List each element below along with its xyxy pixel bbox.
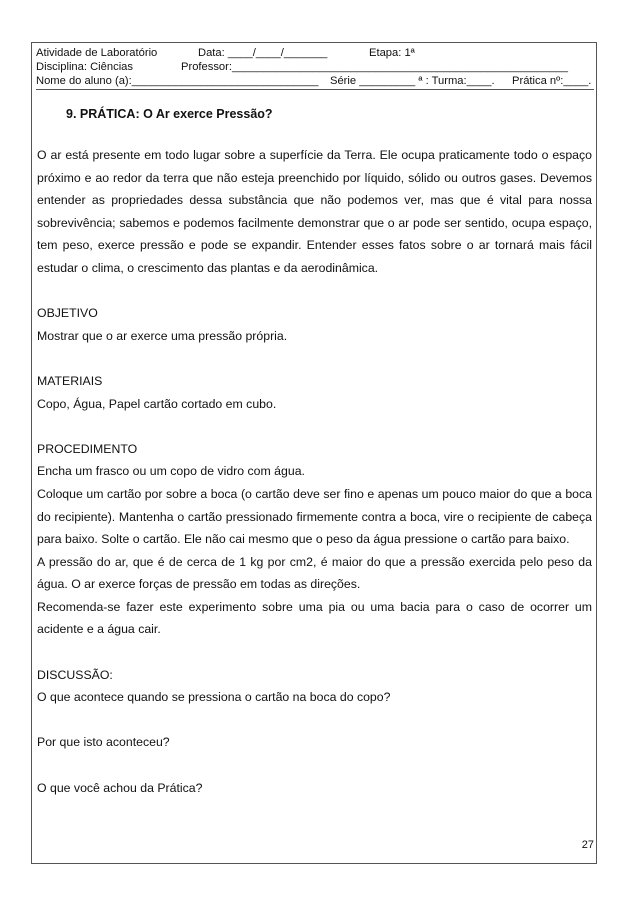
procedure-heading: PROCEDIMENTO [37, 441, 138, 456]
grade-class-field: Série _________ ª : Turma:____. [330, 75, 495, 87]
objective-heading: OBJETIVO [37, 306, 98, 321]
discussion-question-3: O que você achou da Prática? [37, 780, 203, 795]
student-name-field: Nome do aluno (a):______________________________ [36, 75, 319, 87]
subject-label: Disciplina: Ciências [36, 61, 133, 73]
objective-text: Mostrar que o ar exerce uma pressão própria. [37, 328, 288, 343]
materials-heading: MATERIAIS [37, 373, 103, 388]
practice-number-field: Prática nº:____. [512, 75, 592, 87]
materials-text: Copo, Água, Papel cartão cortado em cubo. [37, 396, 277, 411]
header-row-1 [36, 46, 594, 60]
discussion-heading: DISCUSSÃO: [37, 667, 113, 682]
procedure-step-4: Recomenda-se fazer este experimento sobre uma pia ou uma bacia para o caso de ocorrer um acidente e a água cair. [37, 599, 592, 637]
header-row-2 [36, 60, 594, 74]
date-field: Data: ____/____/_______ [198, 47, 328, 59]
intro-paragraph: O ar está presente em todo lugar sobre a superfície da Terra. Ele ocupa praticamente todo o espaço próximo e ao redor da terra que não esteja preenchido por líquido, sólido ou outros gases. Devemos entender as propriedades dessa substância que não podemos ver, mas que é vital para nossa sobrevivência; sabemos e podemos facilmente demonstrar que o ar pode ser sentido, ocupa espaço, tem peso, exerce pressão e pode se expandir. Entender esses fatos sobre o ar tornará mais fácil estudar o clima, o crescimento das plantas e da aerodinâmica. [37, 148, 592, 275]
procedure-step-1: Encha um frasco ou um copo de vidro com água. [37, 464, 305, 479]
worksheet-header [36, 46, 594, 90]
procedure-step-2: Coloque um cartão por sobre a boca (o cartão deve ser fino e apenas um pouco maior do que a boca do recipiente). Mantenha o cartão pressionado firmemente contra a boca, vire o recipiente de cabeça para baixo. Solte o cartão. Ele não cai mesmo que o peso da água pressione o cartão para baixo. [37, 486, 592, 547]
discussion-question-2: Por que isto aconteceu? [37, 735, 170, 750]
activity-label: Atividade de Laboratório [36, 47, 158, 59]
teacher-field: Professor:______________________________________________________ [181, 61, 568, 73]
discussion-question-1: O que acontece quando se pressiona o cartão na boca do copo? [37, 690, 391, 705]
procedure-step-3: A pressão do ar, que é de cerca de 1 kg por cm2, é maior do que a pressão exercida pelo peso da água. O ar exerce forças de pressão em todas as direções. [37, 554, 592, 592]
page-number: 27 [581, 839, 594, 851]
worksheet-body [37, 144, 592, 799]
practice-title: 9. PRÁTICA: O Ar exerce Pressão? [66, 107, 273, 121]
stage-label: Etapa: 1ª [369, 47, 415, 59]
header-row-3 [36, 74, 594, 88]
